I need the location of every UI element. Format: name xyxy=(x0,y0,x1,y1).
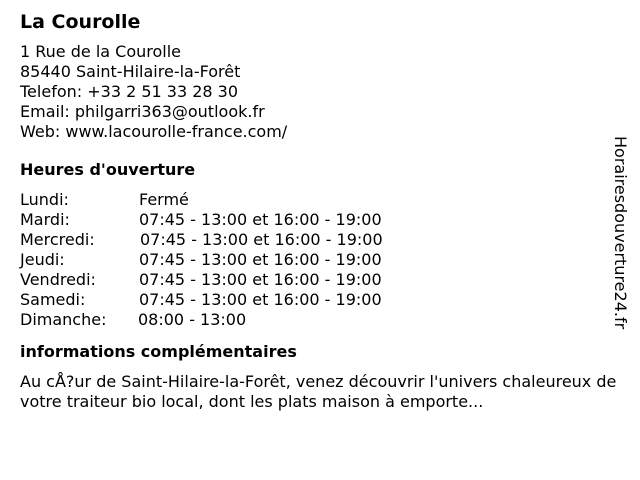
business-name: La Courolle xyxy=(20,11,141,33)
day-label: Mercredi: xyxy=(20,230,95,249)
day-label: Jeudi: xyxy=(20,250,65,269)
day-label: Mardi: xyxy=(20,210,70,229)
hours-row-sunday xyxy=(20,310,620,330)
additional-info-heading: informations complémentaires xyxy=(20,342,297,361)
time-value: 07:45 - 13:00 et 16:00 - 19:00 xyxy=(139,210,382,229)
time-value: 07:45 - 13:00 et 16:00 - 19:00 xyxy=(139,270,382,289)
website-address: Web: www.lacourolle-france.com/ xyxy=(20,122,288,141)
day-label: Lundi: xyxy=(20,190,69,209)
hours-row-friday xyxy=(20,270,620,290)
hours-row-saturday xyxy=(20,290,620,310)
opening-hours-heading: Heures d'ouverture xyxy=(20,160,196,179)
day-label: Vendredi: xyxy=(20,270,96,289)
hours-row-wednesday xyxy=(20,230,620,250)
hours-row-monday xyxy=(20,190,620,210)
phone-number: Telefon: +33 2 51 33 28 30 xyxy=(20,82,239,101)
business-card xyxy=(20,10,620,412)
hours-row-thursday xyxy=(20,250,620,270)
address-city: 85440 Saint-Hilaire-la-Forêt xyxy=(20,62,241,81)
time-value: 07:45 - 13:00 et 16:00 - 19:00 xyxy=(139,250,382,269)
time-value: 07:45 - 13:00 et 16:00 - 19:00 xyxy=(139,290,382,309)
day-label: Samedi: xyxy=(20,290,86,309)
email-address: Email: philgarri363@outlook.fr xyxy=(20,102,265,121)
additional-info-text: Au cÅ?ur de Saint-Hilaire-la-Forêt, venez découvrir l'univers chaleureux de votre traiteur bio local, dont les plats maison à emporte... xyxy=(20,372,617,411)
time-value: 07:45 - 13:00 et 16:00 - 19:00 xyxy=(140,230,383,249)
contact-block xyxy=(20,42,620,142)
hours-row-tuesday xyxy=(20,210,620,230)
day-label: Dimanche: xyxy=(20,310,107,329)
site-watermark: Horairesdouverture24.fr xyxy=(611,136,630,330)
time-value: 08:00 - 13:00 xyxy=(138,310,247,329)
time-value: Fermé xyxy=(139,190,189,209)
opening-hours-list xyxy=(20,190,620,330)
address-street: 1 Rue de la Courolle xyxy=(20,42,182,61)
